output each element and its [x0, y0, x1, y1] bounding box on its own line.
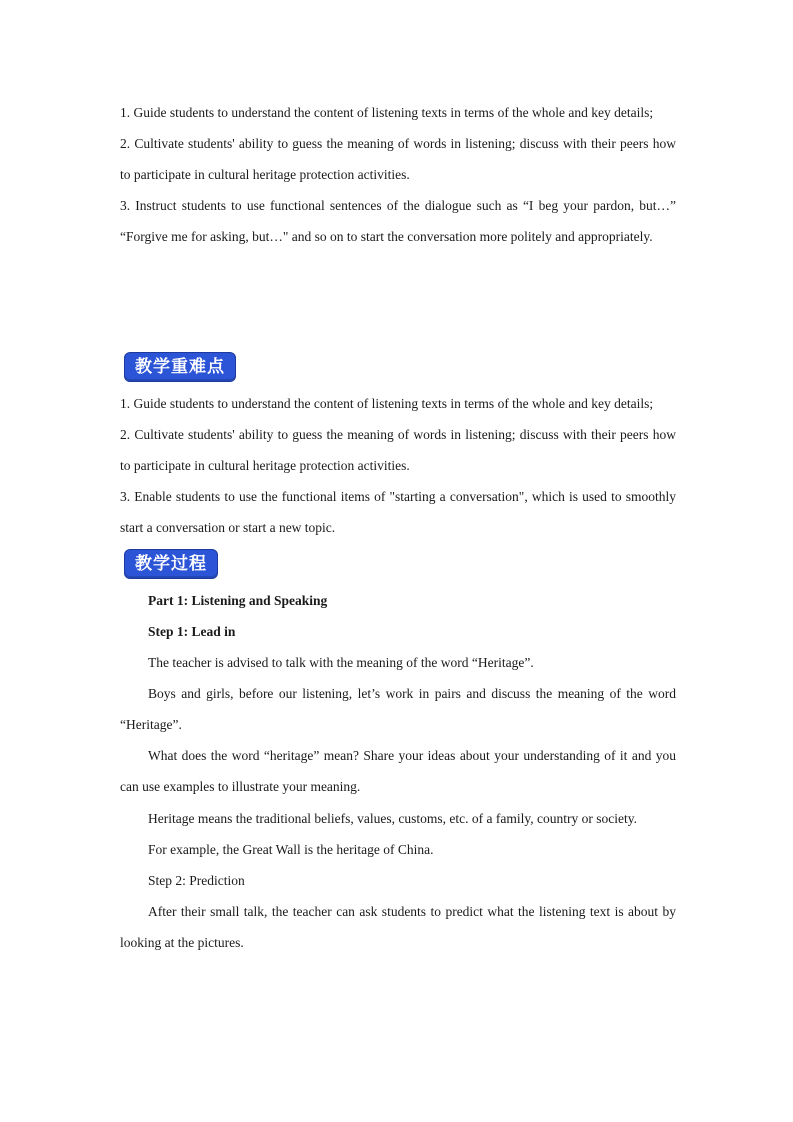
- process-paragraph-3: What does the word “heritage” mean? Share your ideas about your understanding of it and you can use examples to illustrate your meaning.: [120, 748, 676, 794]
- step-2-title: Step 2: Prediction: [148, 873, 245, 888]
- process-paragraph-1: The teacher is advised to talk with the meaning of the word “Heritage”.: [148, 655, 534, 670]
- key-point-3: 3. Enable students to use the functional items of "starting a conversation", which is used to smoothly start a conversation or start a new topic.: [120, 489, 676, 535]
- process-paragraph-2: Boys and girls, before our listening, let’s work in pairs and discuss the meaning of the word “Heritage”.: [120, 686, 676, 732]
- objective-2: 2. Cultivate students' ability to guess the meaning of words in listening; discuss with their peers how to participate in cultural heritage protection activities.: [120, 136, 676, 182]
- objective-1: 1. Guide students to understand the content of listening texts in terms of the whole and key details;: [120, 105, 654, 120]
- objective-3: 3. Instruct students to use functional sentences of the dialogue such as “I beg your pardon, but…” “Forgive me for asking, but…" and so on to start the conversation more politely and appropriately.: [120, 198, 676, 244]
- part-1-title: Part 1: Listening and Speaking: [148, 593, 328, 608]
- process-paragraph-5: For example, the Great Wall is the heritage of China.: [148, 842, 434, 857]
- key-point-1: 1. Guide students to understand the content of listening texts in terms of the whole and key details;: [120, 396, 654, 411]
- process-paragraph-6: After their small talk, the teacher can ask students to predict what the listening text is about by looking at the pictures.: [120, 904, 676, 950]
- step-1-title: Step 1: Lead in: [148, 624, 236, 639]
- key-points-heading: 教学重难点: [124, 352, 236, 382]
- key-point-2: 2. Cultivate students' ability to guess the meaning of words in listening; discuss with their peers how to participate in cultural heritage protection activities.: [120, 427, 676, 473]
- process-heading: 教学过程: [124, 549, 218, 579]
- process-paragraph-4: Heritage means the traditional beliefs, values, customs, etc. of a family, country or society.: [148, 811, 637, 826]
